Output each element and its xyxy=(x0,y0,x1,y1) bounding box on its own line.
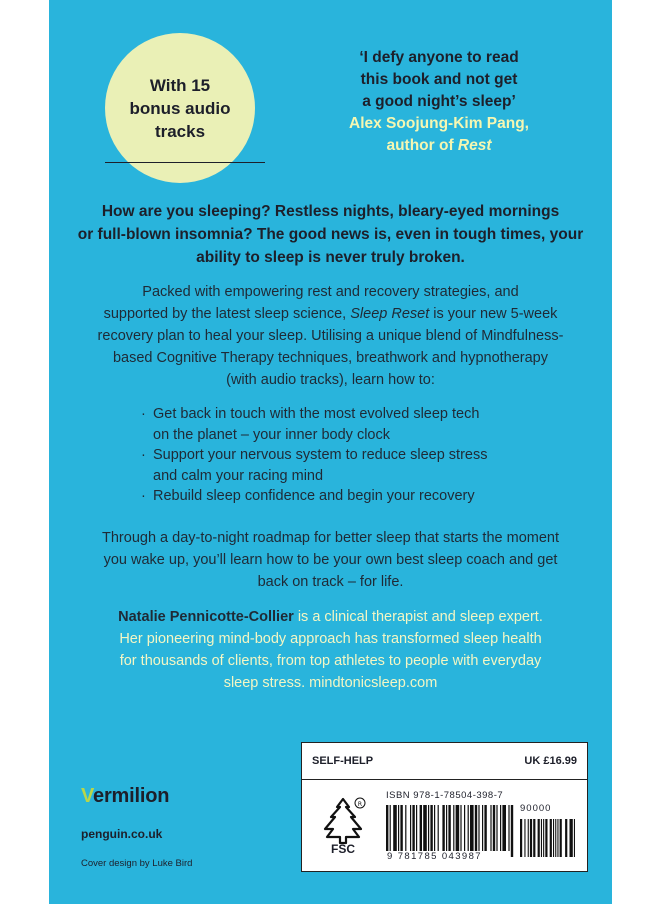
quote-line: this book and not get xyxy=(360,71,518,88)
description-line: based Cognitive Therapy techniques, breathwork and hypnotherapy xyxy=(112,350,548,366)
quote-author: Alex Soojung-Kim Pang, xyxy=(349,115,529,132)
book-title-inline: Sleep Reset xyxy=(350,306,430,322)
fsc-label: FSC xyxy=(331,842,355,856)
bullet-dot: · xyxy=(141,406,146,422)
bullet-dot: · xyxy=(141,447,146,463)
description-line: recovery plan to heal your sleep. Utilising a unique blend of Mindfulness- xyxy=(97,328,564,344)
benefits-list xyxy=(141,404,541,507)
publisher-logo xyxy=(81,785,169,808)
intro-line: How are you sleeping? Restless nights, bleary-eyed mornings xyxy=(101,203,560,220)
isbn-text: ISBN 978-1-78504-398-7 xyxy=(386,790,504,801)
list-item-line: Support your nervous system to reduce sleep stress xyxy=(153,447,488,463)
vermilion-v-mark: V xyxy=(81,785,94,807)
bio-line: Her pioneering mind-body approach has transformed sleep health xyxy=(119,631,542,647)
price-code: 90000 xyxy=(520,803,552,814)
author-name: Natalie Pennicotte-Collier xyxy=(118,609,294,625)
description-text: supported by the latest sleep science, xyxy=(103,306,351,322)
intro-line: ability to sleep is never truly broken. xyxy=(196,249,465,266)
back-cover xyxy=(49,0,612,904)
roadmap-line: back on track – for life. xyxy=(257,574,404,590)
publisher-website[interactable]: penguin.co.uk xyxy=(81,827,163,841)
author-of-prefix: author of xyxy=(386,137,458,154)
roadmap-paragraph xyxy=(49,527,612,593)
list-item-line: on the planet – your inner body clock xyxy=(153,426,390,443)
bio-line xyxy=(49,606,612,628)
barcode-digits: 9 781785 043987 xyxy=(387,851,482,862)
quote-author-book xyxy=(314,135,564,157)
list-item-line: Rebuild sleep confidence and begin your recovery xyxy=(153,488,475,504)
category-label: SELF-HELP xyxy=(312,755,374,767)
list-item xyxy=(141,486,541,507)
quote-line: a good night’s sleep’ xyxy=(362,93,516,110)
barcode-panel xyxy=(301,742,588,872)
badge-line: bonus audio xyxy=(129,98,231,118)
list-item-line: and calm your racing mind xyxy=(153,467,324,484)
description-text: is your new 5-week xyxy=(429,306,558,322)
publisher-name: ermilion xyxy=(93,785,170,807)
quote-line: ‘I defy anyone to read xyxy=(359,49,519,66)
list-item-line: Get back in touch with the most evolved sleep tech xyxy=(153,406,480,422)
cover-credit: Cover design by Luke Bird xyxy=(81,858,193,869)
description-paragraph xyxy=(49,281,612,391)
svg-text:R: R xyxy=(357,801,363,808)
intro-paragraph xyxy=(49,200,612,269)
bio-line: for thousands of clients, from top athletes to people with everyday xyxy=(119,653,542,669)
audio-tracks-badge xyxy=(105,33,255,183)
badge-line: With 15 xyxy=(149,75,211,95)
list-item xyxy=(141,445,541,486)
badge-line: tracks xyxy=(154,121,206,141)
book-title: Rest xyxy=(457,137,492,154)
bullet-dot: · xyxy=(141,488,146,504)
divider xyxy=(302,779,587,780)
roadmap-line: Through a day-to-night roadmap for better sleep that starts the moment xyxy=(102,530,559,546)
description-line xyxy=(49,303,612,325)
description-line: (with audio tracks), learn how to: xyxy=(226,372,435,388)
roadmap-line: you wake up, you’ll learn how to be your own best sleep coach and get xyxy=(103,552,558,568)
bio-text: is a clinical therapist and sleep expert. xyxy=(293,609,543,625)
author-bio xyxy=(49,606,612,694)
list-item xyxy=(141,404,541,445)
description-line: Packed with empowering rest and recovery strategies, and xyxy=(142,284,519,300)
intro-line: or full-blown insomnia? The good news is, even in tough times, your xyxy=(77,226,584,243)
bio-line: sleep stress. mindtonicsleep.com xyxy=(223,675,438,691)
barcode-header xyxy=(312,755,577,767)
endorsement-quote xyxy=(314,47,564,157)
price-label: UK £16.99 xyxy=(524,755,577,767)
divider xyxy=(105,162,265,163)
